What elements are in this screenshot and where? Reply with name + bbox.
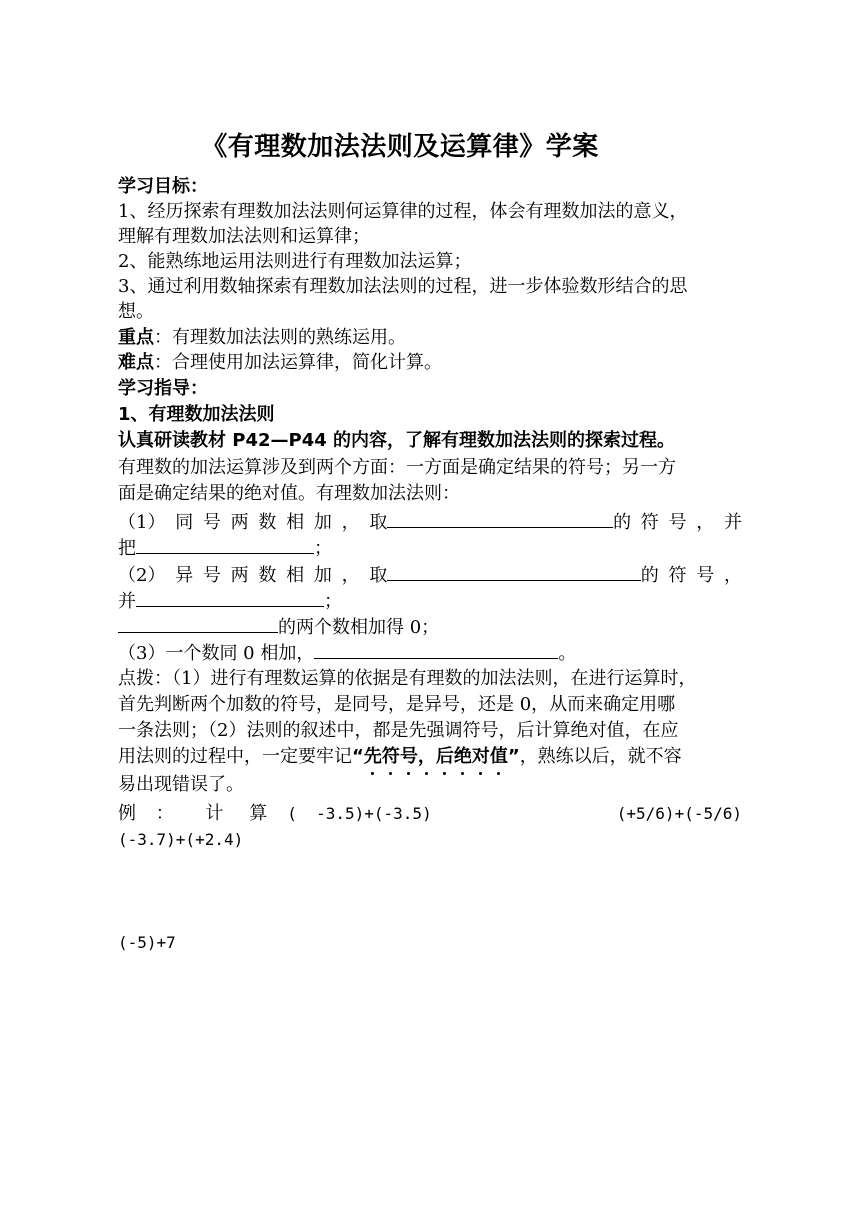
rule-2-blank-1[interactable] — [387, 562, 640, 581]
tip-line-4: 用法则的过程中，一定要牢记“先符号，后绝对值”，熟练以后，就不容 — [118, 746, 682, 767]
rule-1-blank-1[interactable] — [387, 509, 613, 528]
example-expression-1: ( -3.5)+(-3.5) — [287, 804, 432, 823]
guide-heading: 学习指导： — [118, 378, 208, 399]
rule-1-line-2: 把 ； — [118, 535, 742, 561]
rule-1-blank-2[interactable] — [136, 535, 314, 554]
tip-line-5: 易出现错误了。 — [118, 774, 244, 795]
rule-2-line-2: 并 ； — [118, 588, 742, 614]
rule-1-prefix: （1） 同 号 两 数 相 加 ， 取 — [118, 512, 388, 533]
goal-2: 2、能熟练地运用法则进行有理数加法运算； — [118, 251, 472, 272]
rule-1-line-1 — [118, 509, 742, 535]
rule-2-line-3: 的两个数相加得 0； — [118, 614, 742, 640]
rule-2-blank-3[interactable] — [118, 614, 278, 633]
rule-3: （3）一个数同 0 相加， 。 — [118, 640, 742, 666]
difficulty-label: 难点 — [118, 352, 154, 373]
section-1-instruction: 认真研读教材 P42—P44 的内容，了解有理数加法法则的探索过程。 — [118, 430, 676, 451]
example-expression-3: (-3.7)+(+2.4) — [118, 830, 244, 849]
tip-emphasis: “先符号，后绝对值” — [352, 746, 520, 767]
tip-line-1: 点拨：（1）进行有理数运算的依据是有理数的加法法则，在进行运算时， — [118, 668, 697, 689]
key-point-text: ：有理数加法法则的熟练运用。 — [154, 327, 406, 348]
section-1-heading: 1、有理数加法法则 — [118, 404, 275, 425]
para-1-line-2: 面是确定结果的绝对值。有理数加法法则： — [118, 483, 460, 504]
key-point — [118, 325, 742, 350]
goal-3-line-2: 想。 — [118, 301, 154, 322]
difficulty-text: ：合理使用加法运算律，简化计算。 — [154, 352, 442, 373]
example-expression-2: (+5/6)+(-5/6) — [616, 804, 742, 823]
rule-2-line-1 — [118, 562, 742, 588]
rule-1-suffix: 的 符 号 ， 并 — [613, 512, 742, 533]
page-title: 《有理数加法法则及运算律》学案 — [201, 132, 599, 162]
goals-heading: 学习目标： — [118, 176, 208, 197]
rule-3-blank[interactable] — [314, 640, 558, 659]
rule-2-prefix: （2） 异 号 两 数 相 加 ， 取 — [118, 565, 388, 586]
goal-1-line-1: 1、经历探索有理数加法法则何运算律的过程，体会有理数加法的意义， — [118, 201, 688, 222]
rule-2-blank-2[interactable] — [136, 588, 324, 607]
example-label: 例 ： 计 算 — [118, 803, 268, 824]
example-expression-4: (-5)+7 — [118, 933, 176, 952]
example-line-1 — [118, 801, 742, 826]
difficulty-point — [118, 350, 742, 375]
rule-2-suffix: 的 符 号 ， — [640, 565, 742, 586]
tip-line-3: 一条法则；（2）法则的叙述中，都是先强调符号，后计算绝对值，在应 — [118, 720, 679, 741]
key-point-label: 重点 — [118, 327, 154, 348]
goal-1-line-2: 理解有理数加法法则和运算律； — [118, 226, 370, 247]
tip-line-2: 首先判断两个加数的符号，是同号，是异号，还是 0，从而来确定用哪 — [118, 694, 676, 715]
para-1-line-1: 有理数的加法运算涉及到两个方面：一方面是确定结果的符号；另一方 — [118, 457, 676, 478]
goal-3-line-1: 3、通过利用数轴探索有理数加法法则的过程，进一步体验数形结合的思 — [118, 276, 688, 297]
